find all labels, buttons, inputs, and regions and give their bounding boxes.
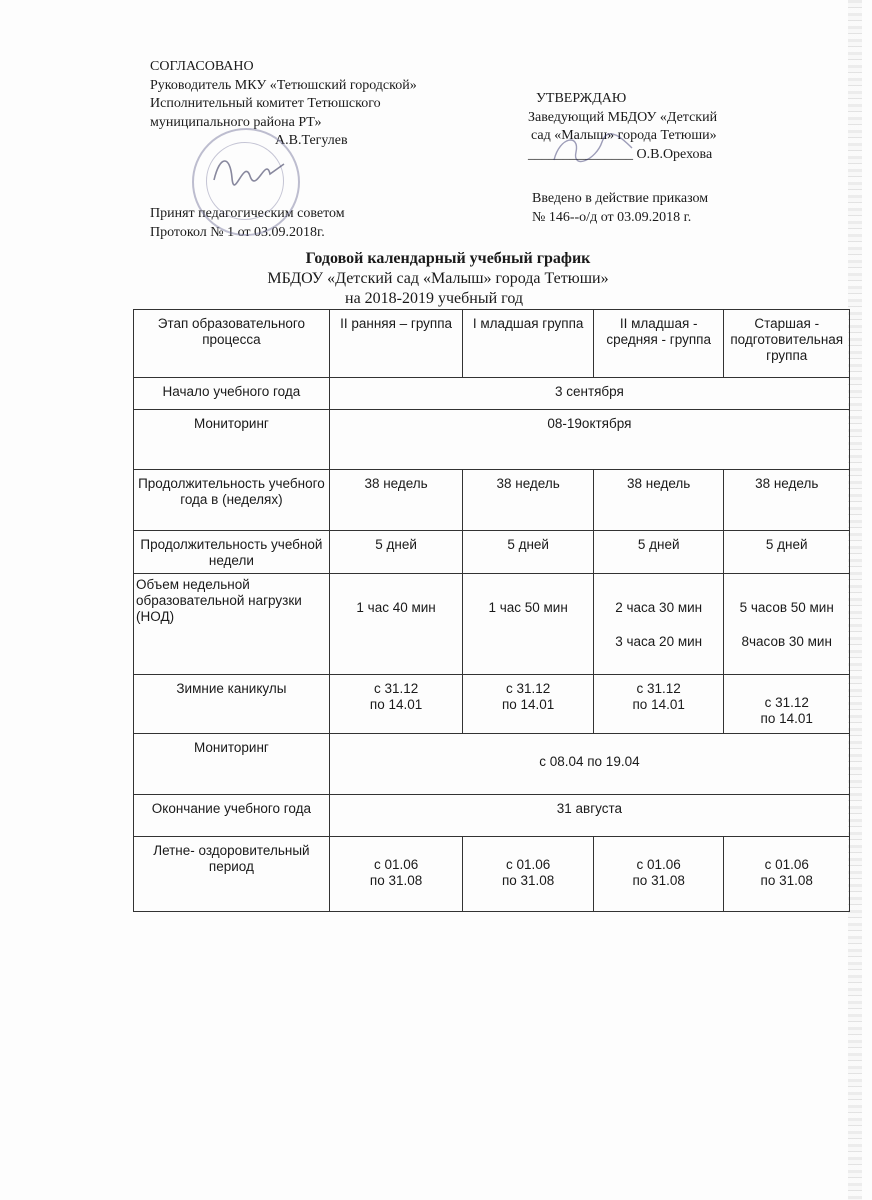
row-label-summer: Летне- оздоровительный период bbox=[134, 837, 330, 912]
left-line2: Исполнительный комитет Тетюшского bbox=[150, 96, 381, 111]
left-line3: муниципального района РТ» bbox=[150, 114, 322, 130]
summer-to: по 31.08 bbox=[501, 873, 555, 888]
winter-from: с 31.12 bbox=[505, 681, 551, 696]
left-signer: А.В.Тегулев bbox=[275, 133, 348, 148]
right-line1: Заведующий МБДОУ «Детский bbox=[528, 109, 718, 125]
schedule-table bbox=[133, 309, 850, 912]
table-row bbox=[134, 531, 850, 574]
handwritten-signature-icon bbox=[210, 150, 288, 190]
table-row bbox=[134, 795, 850, 837]
header-group-senior: Старшая - подготовительная группа bbox=[724, 310, 850, 378]
winter-from: с 31.12 bbox=[373, 681, 419, 696]
load-value: 5 часов 50 мин bbox=[739, 600, 834, 615]
document-title: Годовой календарный учебный график bbox=[305, 250, 591, 267]
load-cell bbox=[724, 574, 850, 675]
left-approved-label: СОГЛАСОВАНО bbox=[150, 59, 254, 74]
winter-cell bbox=[329, 675, 463, 734]
row-label-duration: Продолжительность учебного года в (неделях) bbox=[134, 470, 330, 531]
winter-cell bbox=[593, 675, 724, 734]
table-row bbox=[134, 378, 850, 410]
table-row bbox=[134, 734, 850, 795]
summer-from: с 01.06 bbox=[636, 857, 681, 872]
table-row bbox=[134, 470, 850, 531]
summer-from: с 01.06 bbox=[505, 857, 551, 872]
winter-from: с 31.12 bbox=[764, 695, 809, 710]
order-line2: № 146--о/д от 03.09.2018 г. bbox=[532, 209, 692, 225]
summer-cell bbox=[724, 837, 850, 912]
duration-value: 38 недель bbox=[463, 470, 594, 531]
header-group-junior1: I младшая группа bbox=[463, 310, 594, 378]
winter-from: с 31.12 bbox=[636, 681, 681, 696]
right-signer: _______________ О.В.Орехова bbox=[528, 146, 713, 162]
duration-value: 38 недель bbox=[724, 470, 850, 531]
duration-value: 38 недель bbox=[329, 470, 463, 531]
start-date: 3 сентября bbox=[329, 378, 849, 410]
winter-cell bbox=[463, 675, 594, 734]
row-label-load: Объем недельной образовательной нагрузки (НОД) bbox=[134, 574, 330, 675]
summer-to: по 31.08 bbox=[369, 873, 423, 888]
handwritten-signature-icon bbox=[546, 130, 636, 168]
left-line1: Руководитель МКУ «Тетюшский городской» bbox=[150, 77, 417, 93]
row-label-end: Окончание учебного года bbox=[134, 795, 330, 837]
load-value: 2 часа 30 мин bbox=[615, 600, 703, 615]
order-block bbox=[532, 190, 708, 227]
header-group-junior2-middle: II младшая - средняя - группа bbox=[593, 310, 724, 378]
end-date: 31 августа bbox=[329, 795, 849, 837]
summer-cell bbox=[593, 837, 724, 912]
row-label-monitoring2: Мониторинг bbox=[134, 734, 330, 795]
summer-cell bbox=[329, 837, 463, 912]
week-value: 5 дней bbox=[724, 531, 850, 574]
week-value: 5 дней bbox=[329, 531, 463, 574]
scan-edge-artifact bbox=[848, 0, 862, 1200]
winter-cell bbox=[724, 675, 850, 734]
summer-from: с 01.06 bbox=[373, 857, 419, 872]
week-value: 5 дней bbox=[593, 531, 724, 574]
table-row bbox=[134, 675, 850, 734]
load-value: 1 час 40 мин bbox=[329, 574, 463, 675]
left-approval-block bbox=[150, 58, 417, 151]
row-label-start: Начало учебного года bbox=[134, 378, 330, 410]
table-row bbox=[134, 410, 850, 470]
monitoring1-dates: 08-19октября bbox=[329, 410, 849, 470]
duration-value: 38 недель bbox=[593, 470, 724, 531]
header-group-early2: II ранняя – группа bbox=[329, 310, 463, 378]
council-line2: Протокол № 1 от 03.09.2018г. bbox=[150, 224, 325, 240]
load-value-second: 3 часа 20 мин bbox=[615, 634, 703, 649]
winter-to: по 14.01 bbox=[369, 697, 423, 712]
row-label-monitoring1: Мониторинг bbox=[134, 410, 330, 470]
monitoring2-dates: с 08.04 по 19.04 bbox=[329, 734, 849, 795]
winter-to: по 14.01 bbox=[632, 697, 685, 712]
table-header-row bbox=[134, 310, 850, 378]
organization-name: МБДОУ «Детский сад «Малыш» города Тетюши» bbox=[267, 270, 609, 287]
winter-to: по 14.01 bbox=[501, 697, 555, 712]
load-cell bbox=[593, 574, 724, 675]
summer-to: по 31.08 bbox=[632, 873, 685, 888]
academic-year: на 2018-2019 учебный год bbox=[345, 290, 523, 307]
right-line2: сад «Малыш» города Тетюши» bbox=[531, 128, 717, 143]
row-label-week: Продолжительность учебной недели bbox=[134, 531, 330, 574]
table-row bbox=[134, 837, 850, 912]
winter-to: по 14.01 bbox=[760, 711, 813, 726]
table-row bbox=[134, 574, 850, 675]
row-label-winter: Зимние каникулы bbox=[134, 675, 330, 734]
right-approved-label: УТВЕРЖДАЮ bbox=[536, 91, 627, 106]
order-line1: Введено в действие приказом bbox=[532, 191, 709, 206]
summer-to: по 31.08 bbox=[760, 873, 813, 888]
council-line1: Принят педагогическим советом bbox=[150, 206, 345, 221]
summer-from: с 01.06 bbox=[764, 857, 809, 872]
week-value: 5 дней bbox=[463, 531, 594, 574]
load-value: 1 час 50 мин bbox=[463, 574, 594, 675]
header-stage: Этап образовательного процесса bbox=[134, 310, 330, 378]
load-value-second: 8часов 30 мин bbox=[741, 634, 832, 649]
summer-cell bbox=[463, 837, 594, 912]
